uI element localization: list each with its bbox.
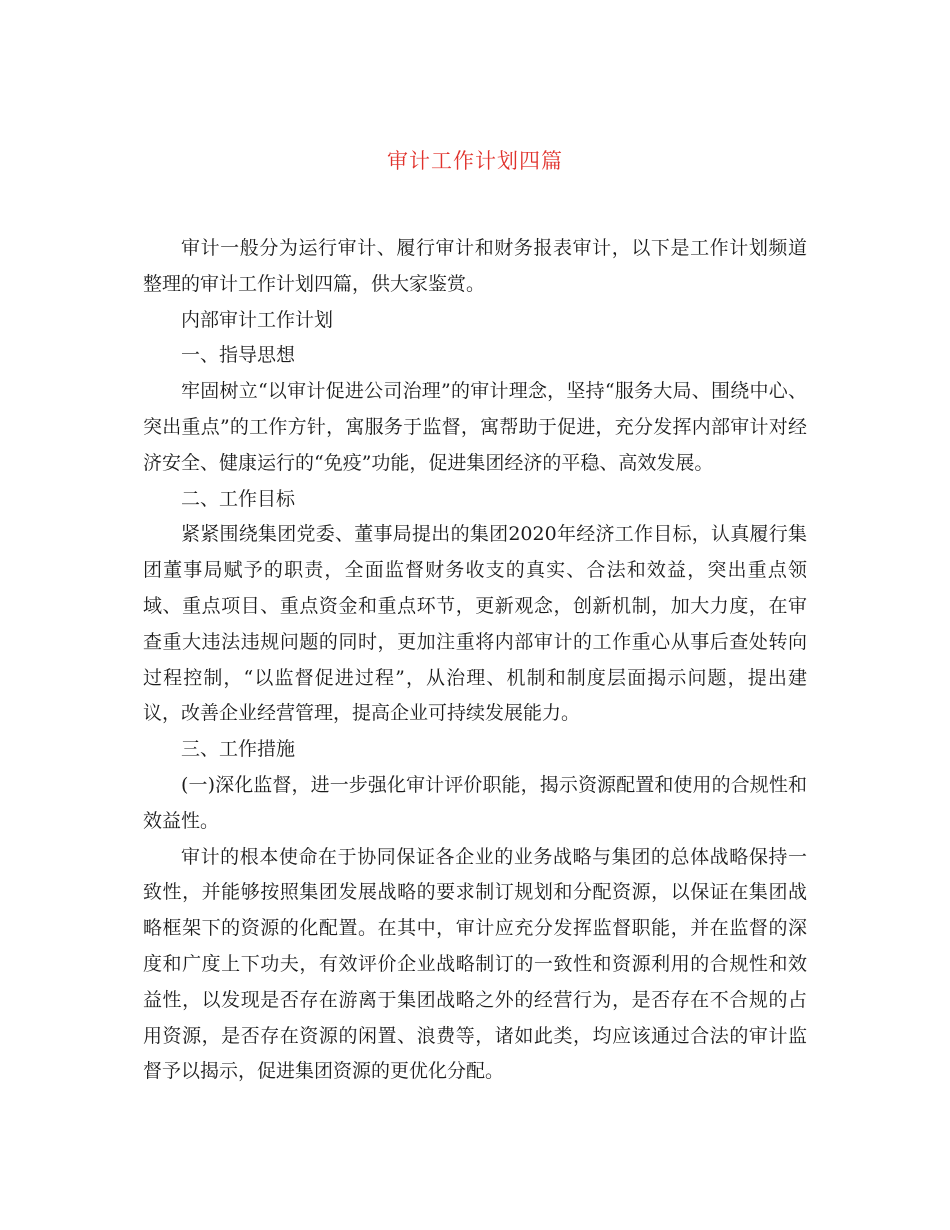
measure-one-heading: (一)深化监督，进一步强化审计评价职能，揭示资源配置和使用的合规性和效益性。: [143, 773, 807, 832]
section-heading-internal-audit-plan: 内部审计工作计划: [181, 308, 334, 331]
document-title: 审计工作计划四篇: [387, 149, 563, 173]
document-body: [143, 231, 807, 1090]
section-heading-guiding-ideology: 一、指导思想: [181, 344, 296, 367]
guiding-ideology-paragraph: 牢固树立“以审计促进公司治理”的审计理念，坚持“服务大局、围绕中心、突出重点”的工作方针，寓服务于监督，寓帮助于促进，充分发挥内部审计对经济安全、健康运行的“免疫”功能，促进集团经济的平稳、高效发展。: [143, 380, 807, 474]
measure-one-paragraph: 审计的根本使命在于协同保证各企业的业务战略与集团的总体战略保持一致性，并能够按照集团发展战略的要求制订规划和分配资源，以保证在集团战略框架下的资源的化配置。在其中，审计应充分发挥监督职能，并在监督的深度和广度上下功夫，有效评价企业战略制订的一致性和资源利用的合规性和效益性，以发现是否存在游离于集团战略之外的经营行为，是否存在不合规的占用资源，是否存在资源的闲置、浪费等，诸如此类，均应该通过合法的审计监督予以揭示，促进集团资源的更优化分配。: [143, 845, 807, 1083]
section-heading-work-measures: 三、工作措施: [181, 738, 296, 761]
work-goals-paragraph: 紧紧围绕集团党委、董事局提出的集团2020年经济工作目标，认真履行集团董事局赋予的职责，全面监督财务收支的真实、合法和效益，突出重点领域、重点项目、重点资金和重点环节，更新观念，创新机制，加大力度，在审查重大违法违规问题的同时，更加注重将内部审计的工作重心从事后查处转向过程控制，“以监督促进过程”，从治理、机制和制度层面揭示问题，提出建议，改善企业经营管理，提高企业可持续发展能力。: [143, 523, 807, 725]
section-heading-work-goals: 二、工作目标: [181, 487, 296, 510]
intro-paragraph: 审计一般分为运行审计、履行审计和财务报表审计，以下是工作计划频道整理的审计工作计划四篇，供大家鉴赏。: [143, 237, 807, 295]
